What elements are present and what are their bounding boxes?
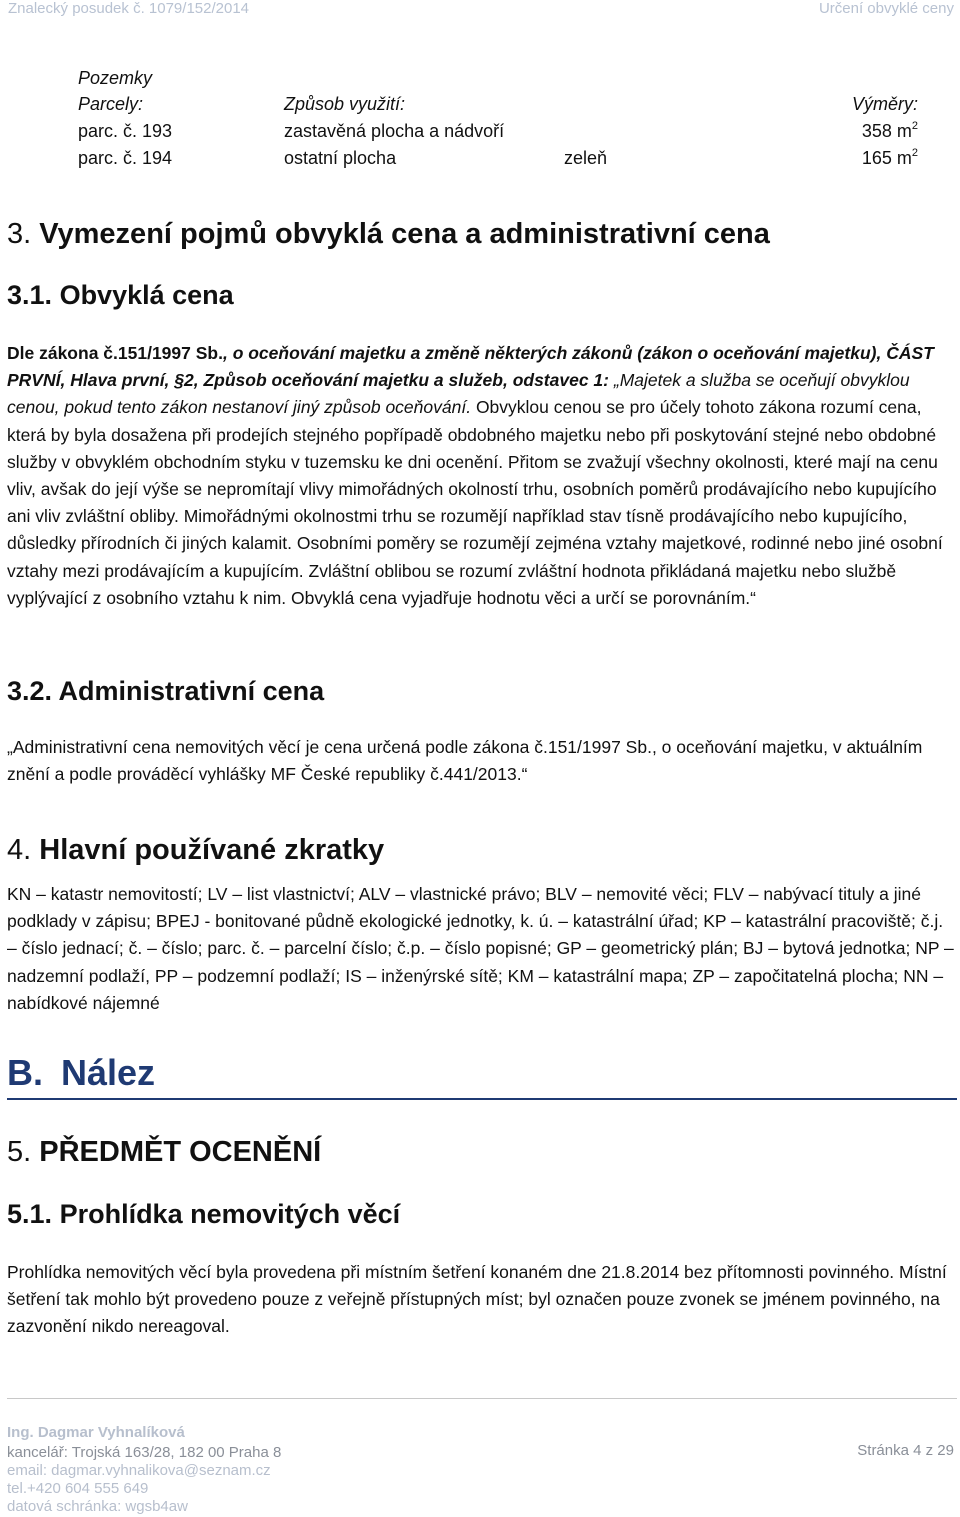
- table-row: [0, 121, 960, 147]
- footer-divider: [7, 1398, 957, 1399]
- col-parcely: Parcely:: [78, 94, 144, 114]
- parcel-area: 165 $m^2$: [861, 147, 918, 168]
- section-3-2-heading: 3.2. Administrativní cena: [7, 676, 325, 706]
- col-zpusob: Způsob využití:: [284, 94, 406, 114]
- footer-databox: datová schránka: wgsb4aw: [7, 1498, 188, 1515]
- section-5-heading: 5. PŘEDMĚT OCENĚNÍ: [7, 1136, 322, 1168]
- section-3-1-heading: 3.1. Obvyklá cena: [7, 280, 234, 310]
- header-document-title: Znalecký posudek č. 1079/152/2014: [8, 0, 250, 17]
- part-b-divider: [7, 1098, 957, 1100]
- prohlidka-text: Prohlídka nemovitých věcí byla provedena při místním šetření konaném dne 21.8.2014 bez přítomnosti povinného. Místní šetření tak mohlo být provedeno pouze z veřejně přístupných míst; byl označen pouze zvonek se jménem povinného, na zazvonění nikdo nereagoval.: [7, 1262, 947, 1337]
- pozemky-header-row: [0, 94, 960, 120]
- parcel-usage: zastavěná plocha a nádvoří: [284, 121, 505, 141]
- footer-email: email: dagmar.vyhnalikova@seznam.cz: [7, 1462, 271, 1479]
- obvykla-cena-text: Dle zákona č.151/1997 Sb., o oceňování majetku a změně některých zákonů (zákon o oceňování majetku), ČÁST PRVNÍ, Hlava první, §2, Způsob oceňování majetku a služeb, odstavec 1: „Majetek a služba se oceňují obvyklou cenou, pokud tento zákon nestanoví jiný způsob oceňování. Obvyklou cenou se pro účely tohoto zákona rozumí cena, která by byla dosažena při prodejích stejného popřípadě obdobného majetku nebo při poskytování stejné nebo obdobné služby v obvyklém obchodním styku v tuzemsku ke dni ocenění. Přitom se zvažují všechny okolnosti, které mají na cenu vliv, avšak do její výše se nepromítají vlivy mimořádných okolností trhu, osobních poměrů prodávajícího nebo kupujícího ani vliv zvláštní obliby. Mimořádnými okolnostmi trhu se rozumějí například stav tísně prodávajícího nebo kupujícího, důsledky přírodních či jiných kalamit. Osobními poměry se rozumějí zejména vztahy majetkové, rodinné nebo jiné osobní vztahy mezi prodávajícím a kupujícím. Zvláštní oblibou se rozumí zvláštní hodnota přikládaná majetku nebo službě vyplývající z osobního vztahu k nim. Obvyklá cena vyjadřuje hodnotu věci a určí se porovnáním.“: [7, 343, 943, 608]
- section-3-heading: 3. Vymezení pojmů obvyklá cena a administrativní cena: [7, 218, 770, 250]
- pozemky-title: Pozemky: [78, 68, 153, 88]
- col-vymery: Výměry:: [851, 94, 918, 114]
- section-4-heading: 4. Hlavní používané zkratky: [7, 834, 385, 866]
- footer-office: kancelář: Trojská 163/28, 182 00 Praha 8: [7, 1444, 282, 1461]
- parcel-number: parc. č. 194: [78, 148, 173, 168]
- page-number: Stránka 4 z 29: [857, 1442, 954, 1459]
- table-row: [0, 148, 960, 174]
- administrativni-cena-text: „Administrativní cena nemovitých věcí je cena určená podle zákona č.151/1997 Sb., o oceňování majetku, v aktuálním znění a podle prováděcí vyhlášky MF České republiky č.441/2013.“: [7, 737, 923, 785]
- parcel-usage: ostatní plocha: [284, 148, 397, 168]
- parcel-area: 358 $m^2$: [861, 120, 918, 141]
- header-section-title: Určení obvyklé ceny: [818, 0, 954, 17]
- parcel-extra: zeleň: [564, 148, 608, 168]
- part-b-heading: B. Nález: [7, 1052, 156, 1093]
- abbreviations-text: KN – katastr nemovitostí; LV – list vlastnictví; ALV – vlastnické právo; BLV – nemovité věci; FLV – nabývací tituly a jiné podklady v zápisu; BPEJ - bonitované půdně ekologické jednotky, k. ú. – katastrální úřad; KP – katastrální pracoviště; č.j. – číslo jednací; č. – číslo; parc. č. – parcelní číslo; č.p. – číslo popisné; GP – geometrický plán; BJ – bytová jednotka; NP – nadzemní podlaží, PP – podzemní podlaží; IS – inženýrské sítě; KM – katastrální mapa; ZP – započitatelná plocha; NN – nabídkové nájemné: [7, 884, 954, 1013]
- parcel-number: parc. č. 193: [78, 121, 173, 141]
- footer-phone: tel.+420 604 555 649: [7, 1480, 149, 1497]
- section-5-1-heading: 5.1. Prohlídka nemovitých věcí: [7, 1199, 401, 1229]
- footer-author-name: Ing. Dagmar Vyhnalíková: [7, 1424, 185, 1441]
